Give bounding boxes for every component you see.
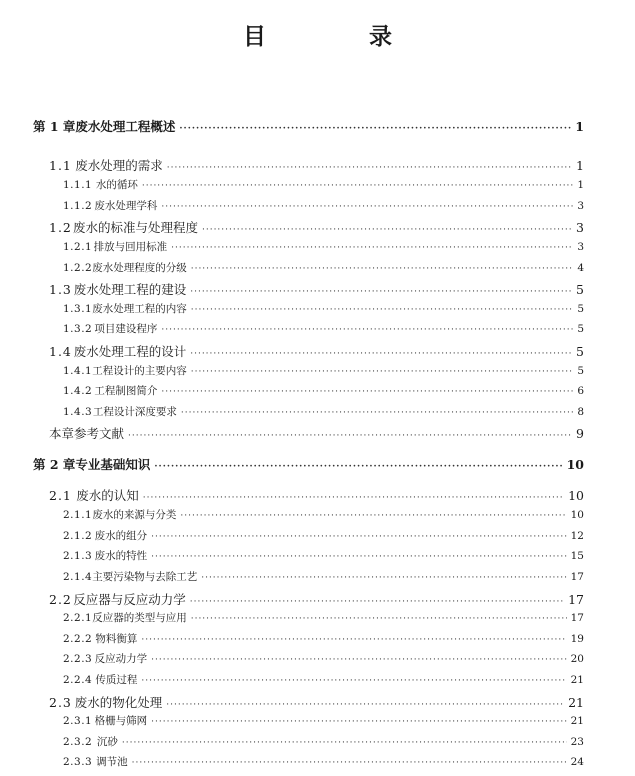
- toc-entry-chapter[interactable]: [33, 117, 584, 135]
- toc-entry-page: 4: [577, 262, 584, 274]
- toc-entry-title: 调节池: [96, 756, 128, 768]
- toc-entry-number: 1.4: [49, 344, 72, 359]
- toc-entry-reference[interactable]: [49, 424, 584, 442]
- toc-entry-number: 第 2 章: [33, 457, 76, 472]
- dot-leader: [191, 614, 567, 624]
- toc-entry-title: 废水的来源与分类: [92, 509, 177, 521]
- toc-entry-section[interactable]: [49, 156, 584, 174]
- toc-entry-number: 2.1.4: [63, 571, 93, 583]
- toc-entry-number: 2.2.4: [63, 674, 93, 686]
- toc-entry-number: 2.2.2: [63, 633, 93, 645]
- toc-entry-number: 1.3.1: [63, 303, 93, 315]
- toc-entry-title: 废水处理程度的分级: [92, 262, 187, 274]
- toc-entry-page: 20: [570, 653, 584, 665]
- toc-entry-page: 5: [576, 344, 584, 359]
- toc-entry-subsection[interactable]: [63, 528, 584, 543]
- toc-entry-title: 废水的认知: [76, 488, 139, 503]
- toc-entry-number: 2.2: [49, 592, 72, 607]
- dot-leader: [180, 511, 566, 521]
- dot-leader: [151, 717, 566, 727]
- toc-entry-subsection[interactable]: [63, 383, 584, 398]
- page-title: 目 录: [243, 23, 432, 50]
- toc-entry-section[interactable]: [49, 218, 584, 236]
- toc-entry-page: 17: [570, 571, 584, 583]
- toc-entry-subsection[interactable]: [63, 548, 584, 563]
- dot-leader: [141, 676, 566, 686]
- dot-leader: [151, 532, 566, 542]
- dot-leader: [201, 573, 566, 583]
- dot-leader: [191, 367, 574, 377]
- toc-entry-page: 10: [566, 457, 584, 472]
- toc-entry-title: 项目建设程序: [94, 323, 158, 335]
- dot-leader: [161, 325, 573, 335]
- dot-leader: [191, 305, 574, 315]
- toc-entry-number: 2.3.3: [63, 756, 93, 768]
- dot-leader: [166, 700, 564, 710]
- toc-entry-title: 传质过程: [95, 674, 138, 686]
- toc-entry-subsection[interactable]: [63, 610, 584, 625]
- toc-entry-page: 3: [577, 200, 584, 212]
- toc-entry-title: 主要污染物与去除工艺: [92, 571, 198, 583]
- dot-leader: [154, 462, 562, 472]
- toc-entry-page: 17: [568, 592, 584, 607]
- toc-entry-page: 5: [577, 323, 584, 335]
- toc-entry-page: 24: [570, 756, 584, 768]
- toc-entry-section[interactable]: [49, 342, 584, 360]
- toc-entry-title: 废水处理工程的建设: [73, 282, 187, 297]
- toc-entry-number: 1.4.2: [63, 385, 93, 397]
- dot-leader: [141, 635, 566, 645]
- toc-entry-number: 2.1.2: [63, 530, 93, 542]
- toc-entry-title: 废水处理工程概述: [75, 119, 176, 134]
- toc-entry-title: 物料衡算: [95, 633, 138, 645]
- dot-leader: [161, 202, 573, 212]
- toc-entry-title: 专业基础知识: [75, 457, 151, 472]
- toc-entry-title: 废水处理的需求: [75, 158, 163, 173]
- toc-entry-subsection[interactable]: [63, 507, 584, 522]
- toc-entry-page: 17: [570, 612, 584, 624]
- toc-entry-page: 21: [570, 674, 584, 686]
- toc-entry-title: 工程设计的主要内容: [92, 365, 187, 377]
- toc-entry-title: 废水处理工程的内容: [92, 303, 187, 315]
- toc-entry-section[interactable]: [49, 486, 584, 504]
- toc-entry-number: 2.1.1: [63, 509, 93, 521]
- toc-entry-page: 3: [577, 241, 584, 253]
- toc-entry-number: 1.1.1: [63, 179, 93, 191]
- toc-entry-number: 1.3.2: [63, 323, 93, 335]
- toc-entry-title: 格栅与筛网: [94, 715, 148, 727]
- dot-leader: [161, 387, 573, 397]
- toc-entry-title: 废水的标准与处理程度: [72, 220, 198, 235]
- toc-entry-title: 反应器与反应动力学: [73, 592, 186, 607]
- toc-entry-page: 5: [576, 282, 584, 297]
- toc-entry-page: 5: [577, 365, 584, 377]
- toc-entry-page: 23: [570, 736, 584, 748]
- toc-entry-page: 9: [576, 426, 584, 441]
- dot-leader: [191, 264, 574, 274]
- toc-entry-number: 1.2.1: [63, 241, 93, 253]
- toc-entry-page: 3: [576, 220, 584, 235]
- toc-entry-chapter[interactable]: [33, 455, 584, 473]
- toc-entry-page: 1: [575, 119, 584, 134]
- toc-entry-number: 1.2: [49, 220, 72, 235]
- toc-entry-title: 废水的物化处理: [74, 695, 163, 710]
- toc-entry-number: 1.3: [49, 282, 72, 297]
- toc-entry-number: 2.3: [49, 695, 72, 710]
- dot-leader: [142, 181, 573, 191]
- toc-entry-section[interactable]: [49, 590, 584, 608]
- toc-entry-subsection[interactable]: [63, 301, 584, 316]
- dot-leader: [171, 243, 573, 253]
- toc-entry-page: 19: [570, 633, 584, 645]
- toc-entry-title: 废水处理学科: [94, 200, 158, 212]
- toc-entry-subsection[interactable]: [63, 363, 584, 378]
- toc-entry-number: 2.2.1: [63, 612, 93, 624]
- toc-entry-number: 第 1 章: [33, 119, 76, 134]
- dot-leader: [122, 738, 567, 748]
- toc-entry-subsection[interactable]: [63, 672, 584, 687]
- toc-entry-subsection[interactable]: [63, 198, 584, 213]
- toc-entry-subsection[interactable]: [63, 713, 584, 728]
- toc-entry-subsection[interactable]: [63, 404, 584, 419]
- toc-entry-subsection[interactable]: [63, 754, 584, 769]
- toc-entry-page: 8: [577, 406, 584, 418]
- toc-entry-page: 5: [577, 303, 584, 315]
- toc-entry-page: 12: [570, 530, 584, 542]
- toc-entry-page: 6: [577, 385, 584, 397]
- toc-entry-section[interactable]: [49, 693, 584, 711]
- dot-leader: [190, 597, 564, 607]
- toc-entry-number: 2.1: [49, 488, 72, 503]
- dot-leader: [151, 552, 566, 562]
- toc-entry-title: 废水的组分: [94, 530, 148, 542]
- toc-entry-page: 15: [570, 550, 584, 562]
- toc-entry-title: 废水的特性: [94, 550, 148, 562]
- toc-entry-subsection[interactable]: [63, 260, 584, 275]
- toc-entry-number: 2.3.2: [63, 736, 93, 748]
- toc-entry-number: 1.1: [49, 158, 72, 173]
- dot-leader: [202, 225, 572, 235]
- toc-entry-number: 1.4.1: [63, 365, 93, 377]
- dot-leader: [190, 349, 572, 359]
- toc-entry-title: 沉砂: [96, 736, 118, 748]
- dot-leader: [179, 124, 571, 134]
- toc-entry-section[interactable]: [49, 280, 584, 298]
- toc-entry-number: 1.1.2: [63, 200, 93, 212]
- dot-leader: [132, 758, 567, 768]
- toc-entry-page: 21: [570, 715, 584, 727]
- toc-entry-title: 排放与回用标准: [93, 241, 168, 253]
- toc-entry-page: 1: [576, 158, 584, 173]
- toc-entry-subsection[interactable]: [63, 177, 584, 192]
- toc-entry-title: 水的循环: [95, 179, 138, 191]
- dot-leader: [128, 431, 572, 441]
- toc-entry-title: 本章参考文献: [49, 426, 125, 441]
- dot-leader: [143, 493, 564, 503]
- toc-entry-page: 10: [570, 509, 584, 521]
- toc-entry-title: 反应器的类型与应用: [92, 612, 187, 624]
- toc-entry-number: 1.4.3: [63, 406, 93, 418]
- toc-entry-number: 2.2.3: [63, 653, 93, 665]
- toc-entry-subsection[interactable]: [63, 239, 584, 254]
- toc-entry-title: 工程制图简介: [94, 385, 158, 397]
- toc-entry-number: 2.1.3: [63, 550, 93, 562]
- toc-entry-title: 反应动力学: [94, 653, 148, 665]
- toc-entry-subsection[interactable]: [63, 651, 584, 666]
- toc-entry-subsection[interactable]: [63, 569, 584, 584]
- toc-entry-title: 工程设计深度要求: [92, 406, 177, 418]
- toc-entry-page: 1: [577, 179, 584, 191]
- toc-entry-subsection[interactable]: [63, 321, 584, 336]
- toc-entry-subsection[interactable]: [63, 631, 584, 646]
- toc-entry-title: 废水处理工程的设计: [73, 344, 187, 359]
- dot-leader: [167, 163, 572, 173]
- toc-entry-page: 10: [568, 488, 584, 503]
- dot-leader: [190, 287, 572, 297]
- toc-entry-number: 1.2.2: [63, 262, 93, 274]
- dot-leader: [181, 408, 573, 418]
- toc-entry-number: 2.3.1: [63, 715, 93, 727]
- dot-leader: [151, 655, 566, 665]
- toc-entry-page: 21: [568, 695, 584, 710]
- toc-entry-subsection[interactable]: [63, 734, 584, 749]
